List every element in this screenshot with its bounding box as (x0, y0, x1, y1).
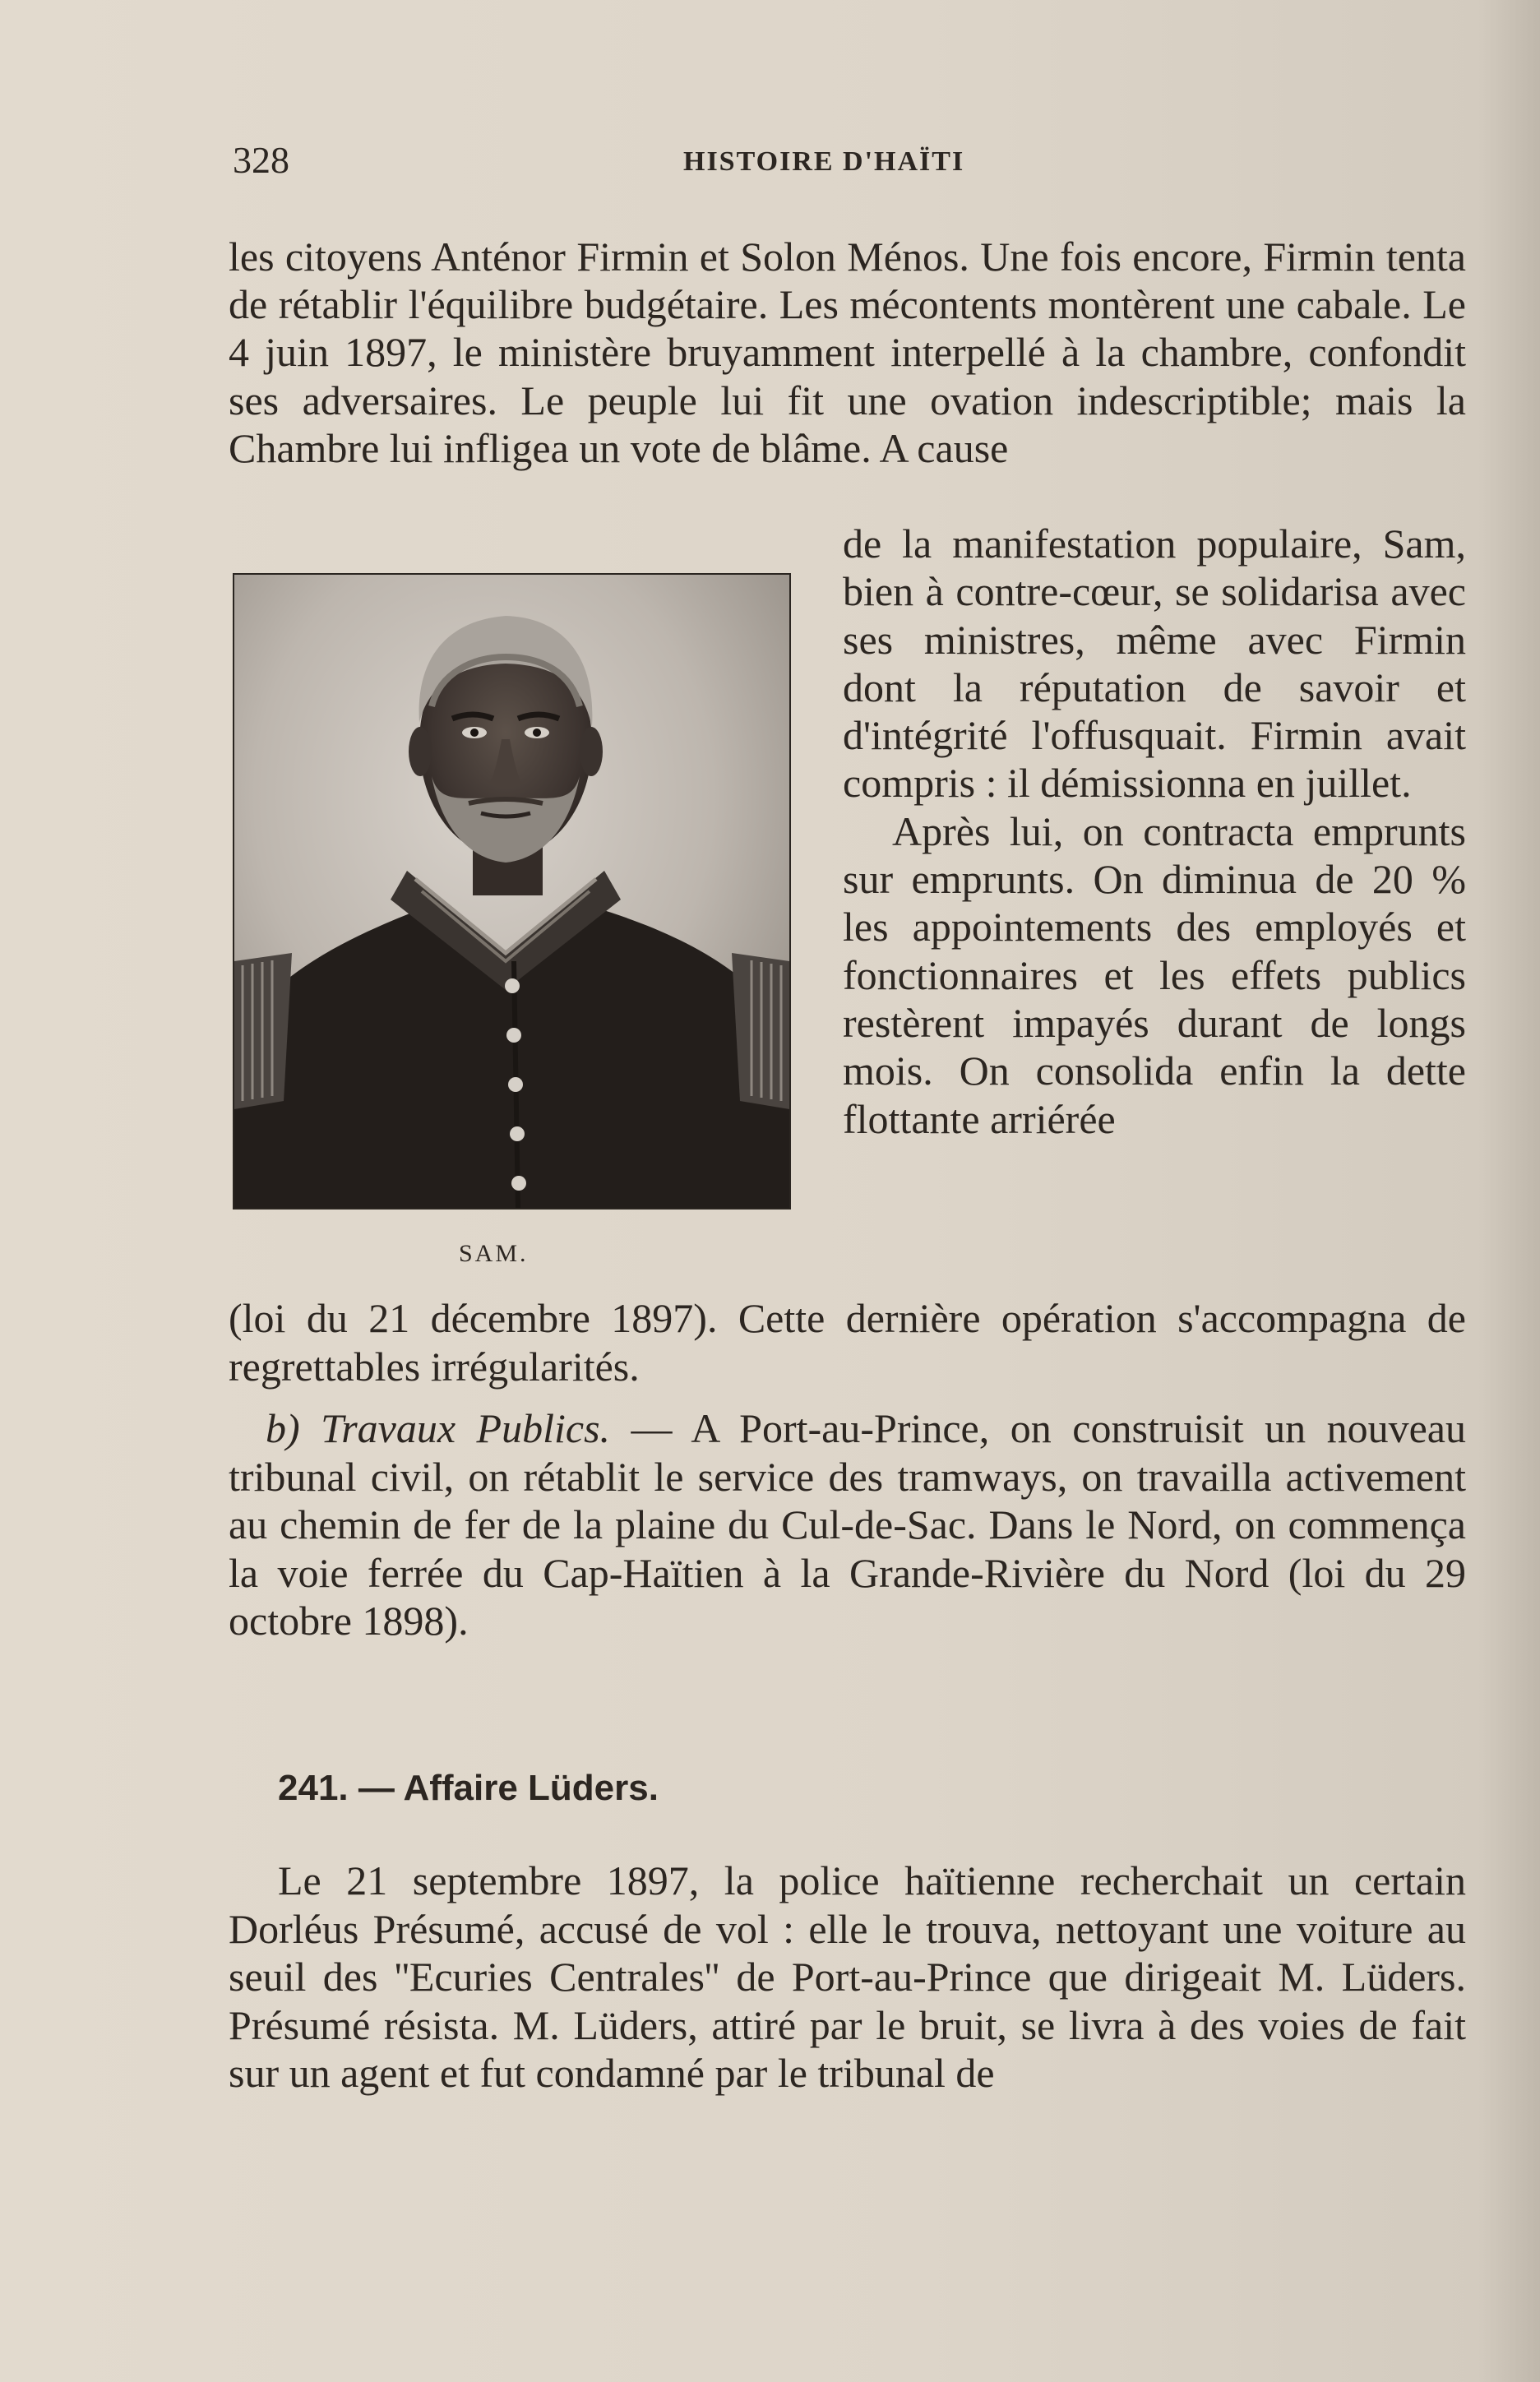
paragraph-firmin: les citoyens Anténor Firmin et Solon Ménos. Une fois encore, Firmin tenta de rétablir l'équilibre budgétaire. Les mécontents montèrent une cabale. Le 4 juin 1897, le ministère bruyamment interpellé à la chambre, confondit ses adversaires. Le peuple lui fit une ovation indescriptible; mais la Chambre lui infligea un vote de blâme. A cause (229, 234, 1466, 471)
paragraph-travaux-text: — A Port-au-Prince, on construisit un nouveau tribunal civil, on rétablit le service des tramways, on travailla activement au chemin de fer de la plaine du Cul-de-Sac. Dans le Nord, on commença la voie ferrée du Cap-Haïtien à la Grande-Rivière du Nord (loi du 29 octobre 1898). (229, 1405, 1466, 1644)
page-number: 328 (233, 139, 289, 181)
paragraph-travaux-publics (229, 1404, 1466, 1645)
page-header (233, 138, 1466, 187)
paragraph-continuation: (loi du 21 décembre 1897). Cette dernière opération s'accompagna de regrettables irrégularités. (229, 1295, 1466, 1390)
running-head: HISTOIRE D'HAÏTI (683, 146, 965, 177)
wrap-text-column (843, 520, 1466, 1143)
paragraph-affaire-luders: Le 21 septembre 1897, la police haïtienne recherchait un certain Dorléus Présumé, accusé de vol : elle le trouva, nettoyant une voiture au seuil des ''Ecuries Centrales'' de Port-au-Prince que dirigeait M. Lüders. Présumé résista. M. Lüders, attiré par le bruit, se livra à des voies de fait sur un agent et fut condamné par le tribunal de (229, 1857, 1466, 2096)
portrait-illustration (234, 575, 789, 1208)
paragraph-travaux-lead: b) Travaux Publics. (266, 1405, 611, 1451)
paragraph-emprunts: Après lui, on contracta emprunts sur emprunts. On diminua de 20 % les appointements des employés et fonctionnaires et les effets publics restèrent impayés durant de longs mois. On consolida enfin la dette flottante arriérée (843, 807, 1466, 1142)
portrait-figure (229, 573, 792, 1206)
portrait-caption: SAM. (459, 1240, 529, 1267)
section-heading-affaire-luders: 241. — Affaire Lüders. (278, 1768, 659, 1808)
portrait-photo (233, 573, 791, 1210)
paragraph-manifestation: de la manifestation populaire, Sam, bien à contre-cœur, se solidarisa avec ses ministres, même avec Firmin dont la réputation de savoir et d'intégrité l'offusquait. Firmin avait compris : il démissionna en juillet. (843, 520, 1466, 807)
